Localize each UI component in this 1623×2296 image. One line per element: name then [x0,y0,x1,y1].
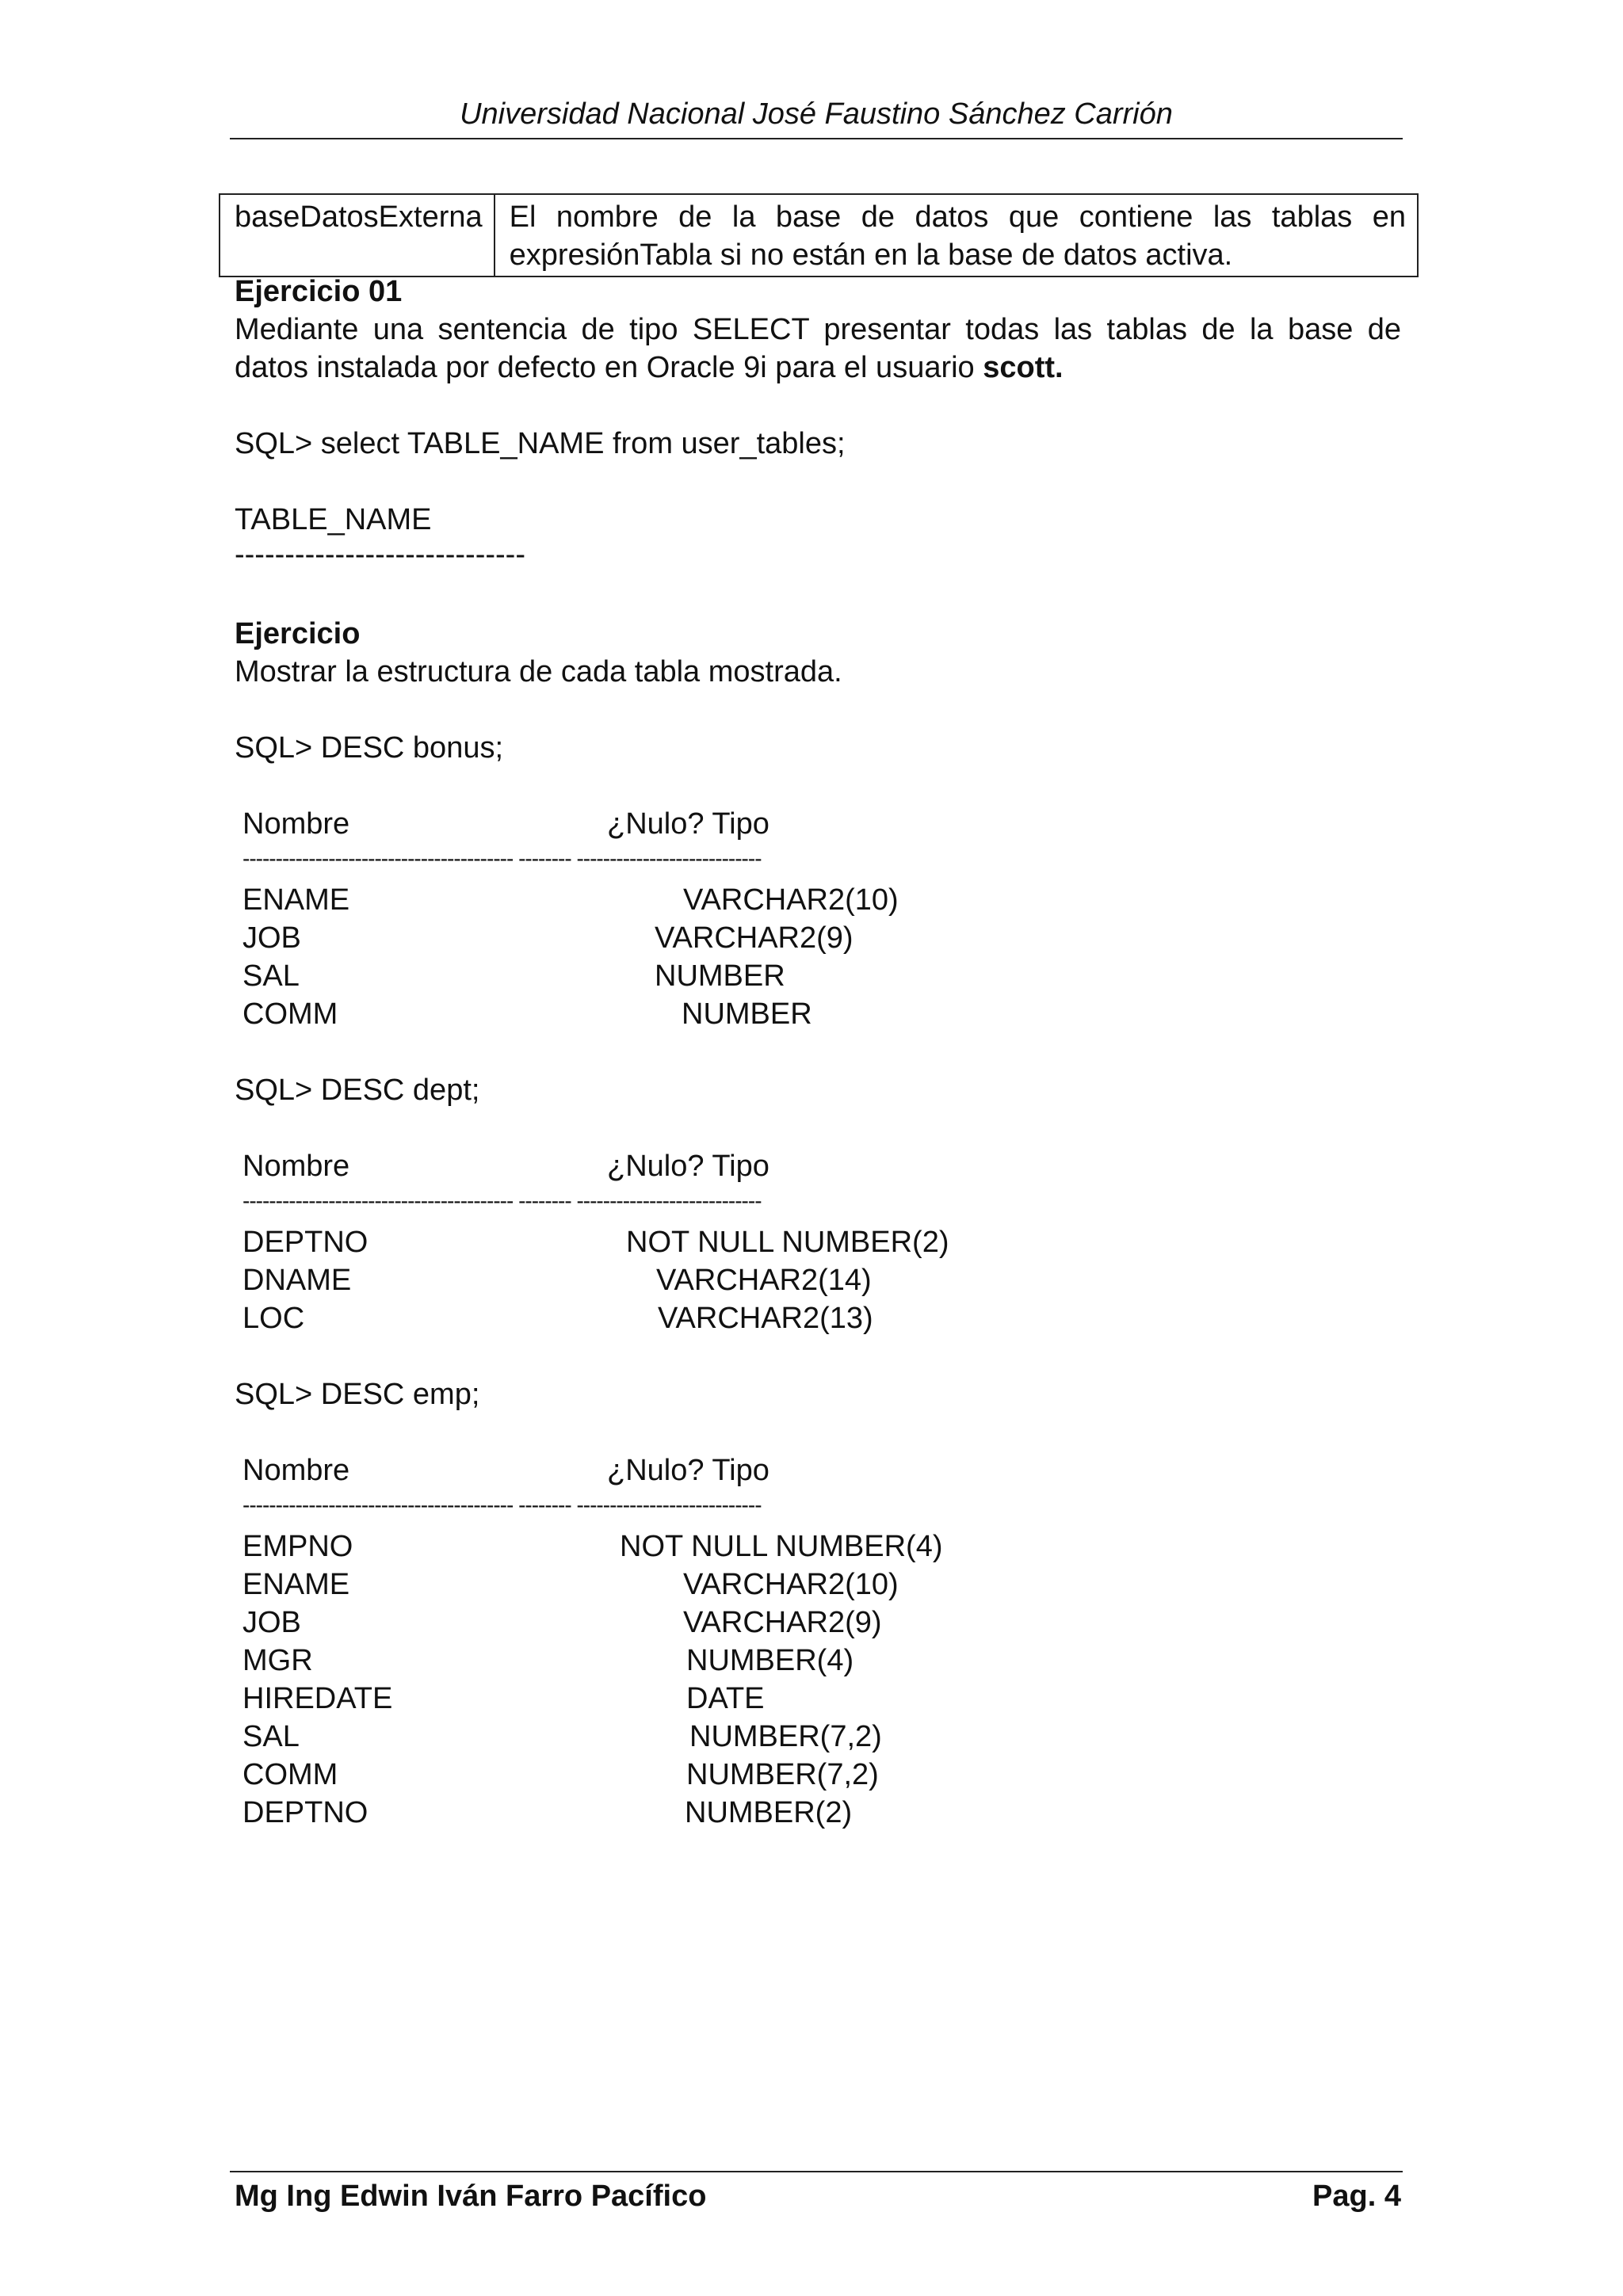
header-rule [230,138,1403,139]
ejercicio2-title: Ejercicio [235,617,361,650]
desc-row-type: DATE [686,1682,765,1715]
col-nulo-tipo-label: ¿Nulo? Tipo [607,1454,769,1487]
desc-row-name: JOB [242,1606,301,1639]
desc-row-type: NUMBER [682,997,812,1031]
desc-row-type: VARCHAR2(9) [655,921,854,955]
desc-row-type: NUMBER(2) [685,1796,853,1829]
col-nombre-label: Nombre [242,807,350,841]
desc-row-type: VARCHAR2(14) [656,1264,872,1297]
footer-author: Mg Ing Edwin Iván Farro Pacífico [235,2180,707,2213]
desc-row-name: EMPNO [242,1530,353,1563]
desc-row-name: DEPTNO [242,1226,369,1259]
desc-row-type: NOT NULL NUMBER(2) [626,1226,949,1259]
footer-rule [230,2171,1403,2172]
desc-row-type: VARCHAR2(9) [683,1606,882,1639]
desc-row-name: COMM [242,997,338,1031]
desc-row-name: ENAME [242,1568,350,1601]
ejercicio2-text: Mostrar la estructura de cada tabla mostrada. [235,655,842,688]
sql-select-tables: SQL> select TABLE_NAME from user_tables; [235,427,846,460]
desc-row-type: VARCHAR2(10) [683,1568,899,1601]
col-nombre-label: Nombre [242,1454,350,1487]
desc-row-name: ENAME [242,883,350,917]
ejercicio1-title: Ejercicio 01 [235,275,403,308]
desc-rule: ----------------------------------------- -------- ---------------------------- [242,1493,762,1517]
definition-term: baseDatosExterna [220,194,495,277]
desc-rule: ----------------------------------------- -------- ---------------------------- [242,846,762,871]
desc-row-name: HIREDATE [242,1682,393,1715]
desc-row-name: MGR [242,1644,313,1677]
table-name-rule: ----------------------------- [235,538,525,571]
ejercicio1-statement [235,311,1401,387]
desc-row-type: NUMBER(7,2) [689,1720,882,1753]
desc-row-name: LOC [242,1302,305,1335]
ejercicio1-user: scott. [983,351,1064,384]
ejercicio1-text: Mediante una sentencia de tipo SELECT presentar todas las tablas de la base de datos instalada por defecto en Oracle 9i para el usuario [235,313,1401,384]
desc-row-name: SAL [242,959,300,993]
desc-row-type: NUMBER(7,2) [686,1758,879,1791]
desc-row-type: VARCHAR2(10) [683,883,899,917]
col-nulo-tipo-label: ¿Nulo? Tipo [607,1150,769,1183]
table-name-header: TABLE_NAME [235,503,432,536]
sql-desc-emp: SQL> DESC emp; [235,1378,480,1411]
desc-row-name: JOB [242,921,301,955]
desc-row-type: NUMBER [655,959,785,993]
sql-desc-dept: SQL> DESC dept; [235,1074,480,1107]
definition-table [219,193,1419,277]
desc-row-type: VARCHAR2(13) [658,1302,873,1335]
definition-row [220,194,1418,277]
col-nombre-label: Nombre [242,1150,350,1183]
col-nulo-tipo-label: ¿Nulo? Tipo [607,807,769,841]
definition-description: El nombre de la base de datos que contiene las tablas en expresiónTabla si no están en la base de datos activa. [495,194,1418,277]
desc-row-name: COMM [242,1758,338,1791]
page-header-title: Universidad Nacional José Faustino Sánchez Carrión [460,97,1173,131]
footer-page-number: Pag. 4 [1312,2180,1401,2213]
desc-row-name: SAL [242,1720,300,1753]
desc-rule: ----------------------------------------- -------- ---------------------------- [242,1188,762,1213]
desc-row-name: DNAME [242,1264,352,1297]
desc-row-type: NUMBER(4) [686,1644,854,1677]
desc-row-name: DEPTNO [242,1796,369,1829]
desc-row-type: NOT NULL NUMBER(4) [620,1530,943,1563]
sql-desc-bonus: SQL> DESC bonus; [235,731,504,765]
